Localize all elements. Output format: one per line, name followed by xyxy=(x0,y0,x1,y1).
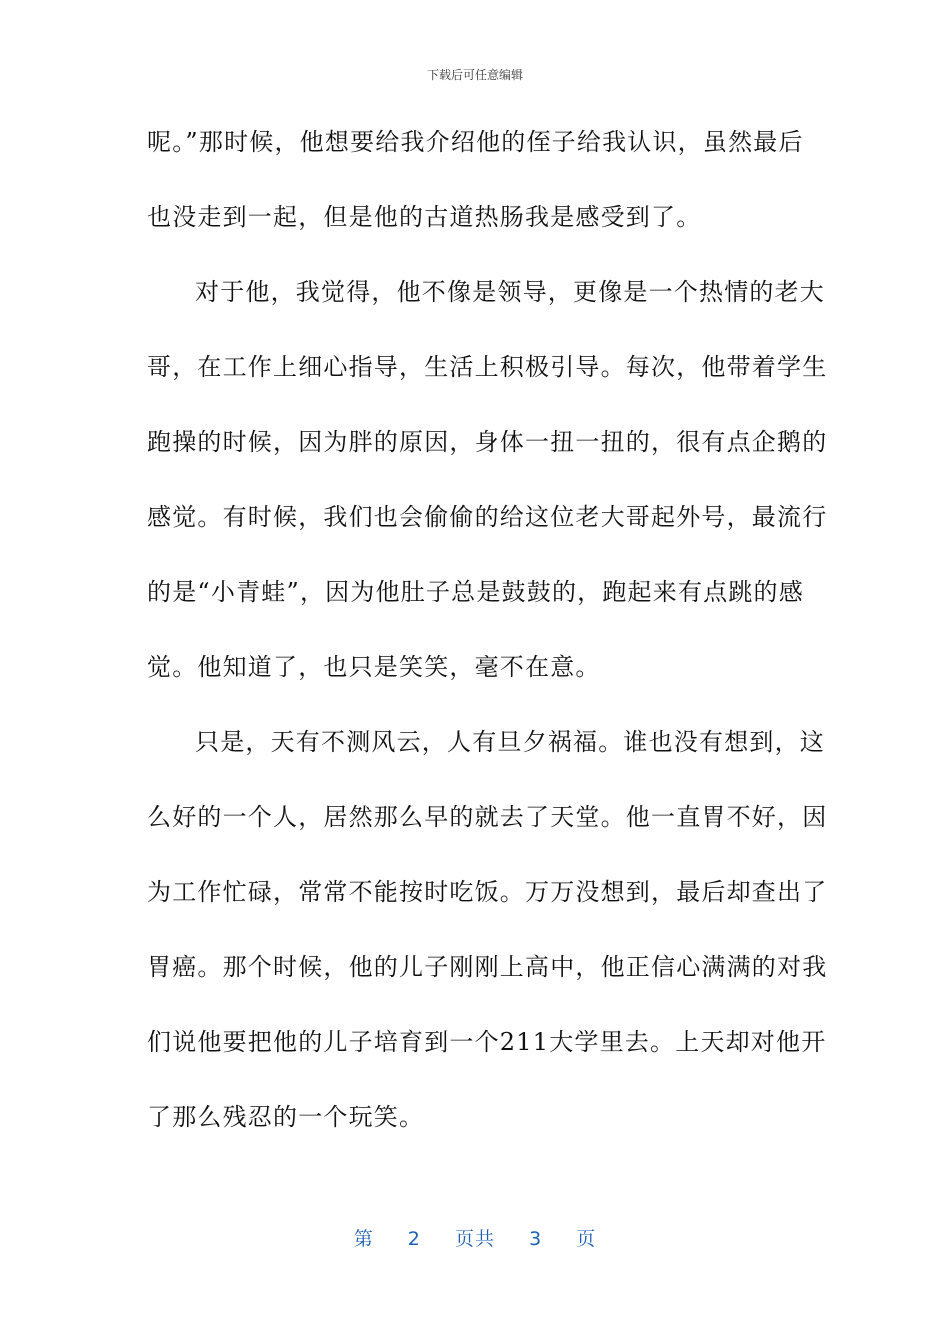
text-line: 为工作忙碌，常常不能按时吃饭。万万没想到，最后却查出了 xyxy=(147,878,828,906)
page-footer xyxy=(0,1224,950,1251)
text-line: 也没走到一起，但是他的古道热肠我是感受到了。 xyxy=(147,203,702,231)
page-mid-label: 页共 xyxy=(454,1228,495,1250)
total-pages-number: 3 xyxy=(529,1228,543,1250)
text-line: 么好的一个人，居然那么早的就去了天堂。他一直胃不好，因 xyxy=(147,803,828,831)
page-prefix: 第 xyxy=(353,1228,374,1250)
text-line: 的是“小青蛙”，因为他肚子总是鼓鼓的，跑起来有点跳的感 xyxy=(147,578,804,606)
text-line: 了那么残忍的一个玩笑。 xyxy=(147,1103,425,1131)
text-line: 跑操的时候，因为胖的原因，身体一扭一扭的，很有点企鹅的 xyxy=(147,428,828,456)
text-line: 哥，在工作上细心指导，生活上积极引导。每次，他带着学生 xyxy=(147,353,828,381)
header-note: 下载后可任意编辑 xyxy=(426,68,523,82)
text-line: 胃癌。那个时候，他的儿子刚刚上高中，他正信心满满的对我 xyxy=(147,953,828,981)
current-page-number: 2 xyxy=(407,1228,421,1250)
page-suffix: 页 xyxy=(576,1228,597,1250)
text-line: 感觉。有时候，我们也会偷偷的给这位老大哥起外号，最流行 xyxy=(147,503,828,531)
paragraph-start-line: 只是，天有不测风云，人有旦夕祸福。谁也没有想到，这 xyxy=(195,728,825,756)
text-line: 觉。他知道了，也只是笑笑，毫不在意。 xyxy=(147,653,601,681)
text-line: 们说他要把他的儿子培育到一个211大学里去。上天却对他开 xyxy=(147,1028,827,1056)
text-line: 呢。”那时候，他想要给我介绍他的侄子给我认识，虽然最后 xyxy=(147,128,804,156)
paragraph-start-line: 对于他，我觉得，他不像是领导，更像是一个热情的老大 xyxy=(195,278,825,306)
